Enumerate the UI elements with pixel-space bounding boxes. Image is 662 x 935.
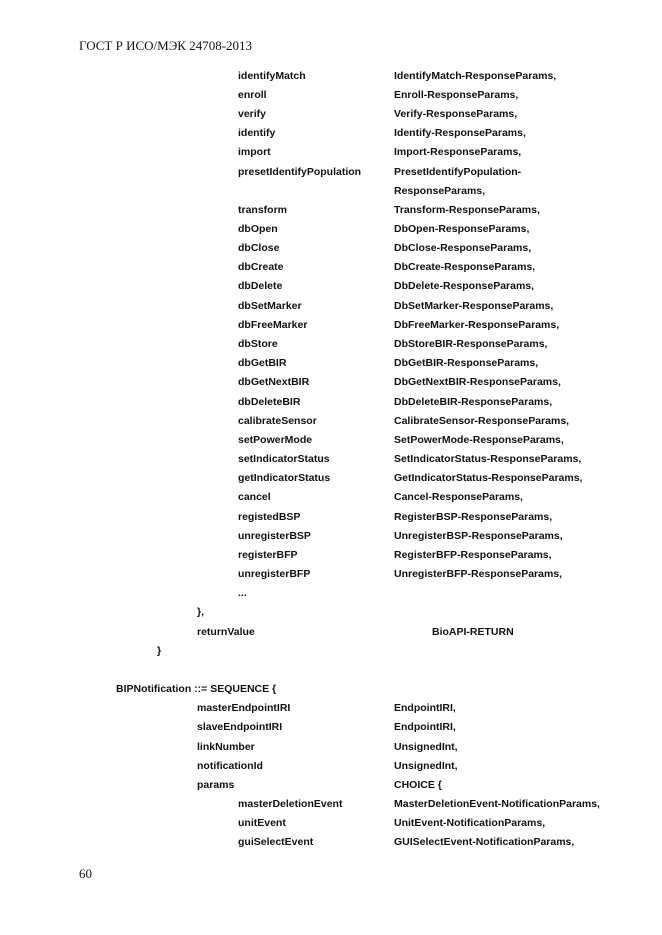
field-name: dbSetMarker: [238, 300, 302, 312]
field-name: dbCreate: [238, 261, 284, 273]
field-type: CalibrateSensor-ResponseParams,: [394, 415, 570, 427]
field-type: DbGetBIR-ResponseParams,: [394, 357, 539, 369]
field-type: UnsignedInt,: [394, 741, 458, 753]
field-type: Transform-ResponseParams,: [394, 204, 540, 216]
field-type: UnregisterBFP-ResponseParams,: [394, 568, 563, 580]
field-name: dbClose: [238, 242, 280, 254]
field-type: Cancel-ResponseParams,: [394, 491, 523, 503]
page-number: 60: [79, 866, 92, 881]
field-type: DbFreeMarker-ResponseParams,: [394, 319, 560, 331]
field-type-continuation: ResponseParams,: [394, 185, 486, 197]
field-type: DbDeleteBIR-ResponseParams,: [394, 396, 553, 408]
field-type: IdentifyMatch-ResponseParams,: [394, 70, 557, 82]
field-name: setIndicatorStatus: [238, 453, 330, 465]
field-name: verify: [238, 108, 267, 120]
ellipsis: ...: [238, 587, 247, 599]
field-name: masterDeletionEvent: [238, 798, 343, 810]
field-name: linkNumber: [197, 741, 255, 753]
field-name: dbFreeMarker: [238, 319, 308, 331]
field-type: DbStoreBIR-ResponseParams,: [394, 338, 548, 350]
field-type: CHOICE {: [394, 779, 442, 791]
field-type: EndpointIRI,: [394, 702, 456, 714]
field-type: EndpointIRI,: [394, 721, 456, 733]
field-type: DbDelete-ResponseParams,: [394, 280, 535, 292]
field-name: dbDelete: [238, 280, 283, 292]
type-definition: BIPNotification ::= SEQUENCE {: [116, 683, 277, 695]
field-name: getIndicatorStatus: [238, 472, 331, 484]
field-name: unitEvent: [238, 817, 286, 829]
field-name: dbGetNextBIR: [238, 376, 310, 388]
field-type: DbOpen-ResponseParams,: [394, 223, 530, 235]
field-type: Verify-ResponseParams,: [394, 108, 518, 120]
field-name: presetIdentifyPopulation: [238, 166, 362, 178]
page-header: ГОСТ Р ИСО/МЭК 24708-2013: [79, 38, 253, 53]
field-type: Import-ResponseParams,: [394, 146, 522, 158]
field-name: setPowerMode: [238, 434, 313, 446]
field-type: GUISelectEvent-NotificationParams,: [394, 836, 575, 848]
field-type: MasterDeletionEvent-NotificationParams,: [394, 798, 600, 810]
field-type: DbGetNextBIR-ResponseParams,: [394, 376, 561, 388]
field-name: notificationId: [197, 760, 263, 772]
field-name: dbGetBIR: [238, 357, 287, 369]
field-type: SetPowerMode-ResponseParams,: [394, 434, 564, 446]
field-type: GetIndicatorStatus-ResponseParams,: [394, 472, 583, 484]
field-name: registedBSP: [238, 511, 301, 523]
field-type: UnregisterBSP-ResponseParams,: [394, 530, 563, 542]
field-type: UnitEvent-NotificationParams,: [394, 817, 546, 829]
field-type: RegisterBFP-ResponseParams,: [394, 549, 552, 561]
field-type: RegisterBSP-ResponseParams,: [394, 511, 553, 523]
field-name: identifyMatch: [238, 70, 306, 82]
field-name: returnValue: [197, 626, 255, 638]
field-name: cancel: [238, 491, 271, 503]
field-type: DbSetMarker-ResponseParams,: [394, 300, 554, 312]
field-name: transform: [238, 204, 288, 216]
field-name: masterEndpointIRI: [197, 702, 291, 714]
field-type: Identify-ResponseParams,: [394, 127, 526, 139]
field-type: UnsignedInt,: [394, 760, 458, 772]
field-type: DbCreate-ResponseParams,: [394, 261, 536, 273]
sequence-close-brace: }: [157, 645, 162, 657]
field-type: BioAPI-RETURN: [432, 626, 514, 638]
field-name: dbDeleteBIR: [238, 396, 301, 408]
field-name: dbStore: [238, 338, 278, 350]
field-type: Enroll-ResponseParams,: [394, 89, 519, 101]
field-name: registerBFP: [238, 549, 298, 561]
field-name: guiSelectEvent: [238, 836, 314, 848]
field-type: DbClose-ResponseParams,: [394, 242, 532, 254]
field-name: identify: [238, 127, 276, 139]
field-type: SetIndicatorStatus-ResponseParams,: [394, 453, 582, 465]
field-name: unregisterBSP: [238, 530, 311, 542]
field-name: slaveEndpointIRI: [197, 721, 283, 733]
field-name: import: [238, 146, 271, 158]
field-name: params: [197, 779, 235, 791]
field-type: PresetIdentifyPopulation-: [394, 166, 522, 178]
field-name: unregisterBFP: [238, 568, 311, 580]
field-name: calibrateSensor: [238, 415, 317, 427]
field-name: dbOpen: [238, 223, 278, 235]
field-name: enroll: [238, 89, 267, 101]
choice-close-brace: },: [197, 606, 205, 618]
